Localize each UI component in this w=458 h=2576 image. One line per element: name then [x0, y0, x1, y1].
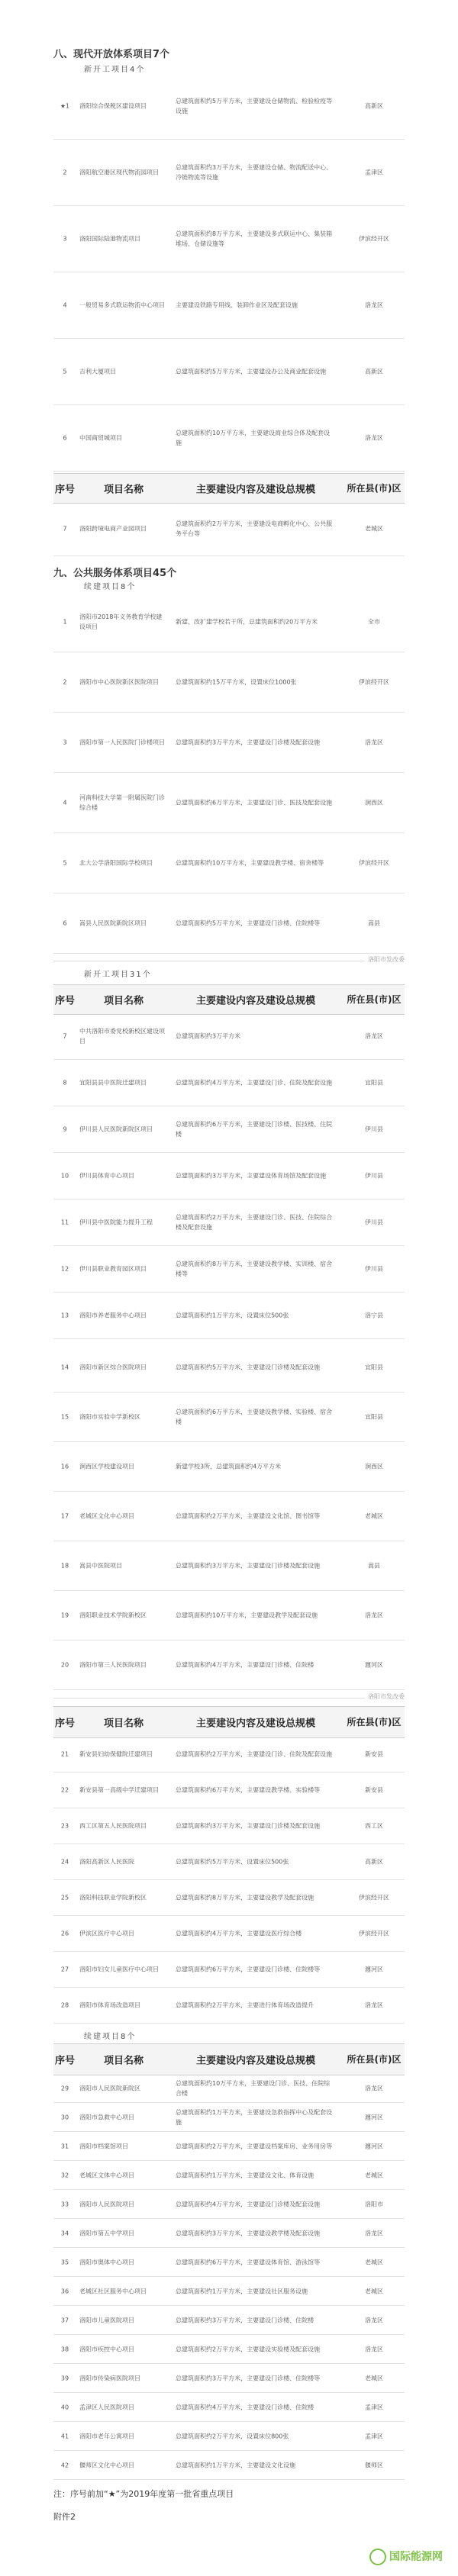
project-content: 总建筑面积约3万平方米，主要建设仓储、物流配送中心、冷链物流等设施 [176, 164, 333, 181]
row-number: 10 [60, 1172, 69, 1180]
project-content: 总建筑面积约6万平方米，主要建设门诊、医技及配套设施 [176, 799, 333, 807]
project-name: 伊滨区医疗中心项目 [79, 1930, 134, 1937]
project-name: 洛阳市儿童医院项目 [79, 2317, 134, 2323]
row-number: 18 [60, 1562, 69, 1570]
table-row [53, 1773, 405, 1808]
project-content: 总建筑面积约3万平方米，主要建设门诊楼、住院楼等 [176, 2375, 321, 2381]
project-region: 瀍河区 [365, 1966, 383, 1973]
project-name: 新安县第一高级中学迁建项目 [79, 1786, 159, 1794]
project-region: 孟津区 [365, 2433, 383, 2439]
project-region: 伊滨经开区 [359, 678, 389, 686]
row-number: 6 [63, 919, 67, 927]
project-region: 伊川县 [365, 1172, 383, 1180]
project-region: 老城区 [365, 2288, 383, 2294]
row-number: 9 [63, 1125, 67, 1133]
project-content: 总建筑面积约1万平方米，主要建设文化设施 [176, 2462, 296, 2468]
row-number: 21 [60, 1750, 69, 1758]
row-number: 20 [60, 1661, 69, 1669]
table-row [53, 1106, 405, 1153]
row-number: 3 [63, 739, 67, 746]
table-row [53, 206, 405, 272]
project-name: 伊川县体育中心项目 [79, 1172, 134, 1180]
table-row [53, 1013, 405, 1060]
project-region: 伊川县 [365, 1219, 383, 1226]
project-name: 洛阳市档案馆项目 [79, 2143, 128, 2149]
row-number: 38 [60, 2346, 69, 2352]
table-row [53, 1199, 405, 1246]
project-content: 总建筑面积约5万平方米，设置床位500张 [176, 1858, 289, 1866]
project-region: 孟津区 [365, 169, 383, 176]
project-name: 洛阳市老年公寓项目 [79, 2433, 134, 2439]
project-name: 洛阳综合保税区建设项目 [79, 102, 147, 110]
table-row [53, 894, 405, 954]
table-row [53, 773, 405, 833]
table-row [53, 1844, 405, 1880]
project-region: 西工区 [365, 1822, 383, 1830]
header-region: 所在县(市)区 [347, 2054, 402, 2065]
project-region: 老城区 [365, 1512, 383, 1520]
project-name: 中共洛阳市委党校新校区建设项目 [79, 1028, 165, 1045]
project-content: 总建筑面积约10万平方米，主要建设门诊、医技、住院综合楼 [176, 2079, 331, 2097]
table-row [53, 2335, 405, 2364]
project-content: 新建、改扩建学校若干所，总建筑面积约20万平方米 [176, 618, 318, 626]
project-name: 洛阳市急救中心项目 [79, 2114, 134, 2120]
project-name: 洛阳市疾控中心项目 [79, 2346, 134, 2352]
project-region: 涧西区 [365, 799, 383, 807]
header-region: 所在县(市)区 [347, 483, 402, 494]
project-name: 洛阳市新区综合医院项目 [79, 1364, 147, 1371]
project-region: 洛龙区 [365, 2085, 383, 2091]
table-body [53, 73, 405, 472]
project-name: 洛阳国际陆港物流项目 [79, 235, 140, 243]
project-region: 老城区 [365, 2375, 383, 2381]
table-row [53, 1916, 405, 1952]
project-content: 总建筑面积约8万平方米，主要建设多式联运中心、集装箱堆场、仓储设施等 [176, 230, 333, 247]
project-content: 总建筑面积约6万平方米，主要建设门诊楼、住院楼等 [176, 1966, 321, 1973]
project-region: 瀍河区 [365, 1661, 383, 1669]
project-region: 嵩县 [368, 919, 380, 927]
row-number: 19 [60, 1612, 69, 1619]
table-row [53, 1808, 405, 1844]
project-name: 老城区文体中心项目 [79, 2172, 134, 2178]
project-name: 孟津区人民医院项目 [79, 2404, 134, 2410]
header-region: 所在县(市)区 [347, 1717, 402, 1728]
table-row [53, 1060, 405, 1106]
project-region: 涧西区 [365, 1463, 383, 1470]
project-content: 主要建设铁路专用线、装卸作业区及配套设施 [176, 301, 298, 309]
project-region: 孟津区 [365, 2404, 383, 2410]
project-content: 总建筑面积约4万平方米，主要建设门诊楼、住院楼 [176, 2404, 314, 2410]
row-number: 37 [60, 2317, 69, 2323]
row-number: 33 [60, 2201, 69, 2207]
project-name: 洛阳市传染病医院项目 [79, 2375, 140, 2381]
table-body [53, 1737, 405, 2024]
project-name: 吉利大厦项目 [79, 368, 116, 375]
table-header [53, 2043, 405, 2075]
project-content: 总建筑面积约3万平方米，主要建设门诊楼及配套设施 [176, 739, 321, 746]
row-number: 35 [60, 2259, 69, 2265]
project-region: 伊滨经开区 [359, 235, 389, 243]
project-name: 洛阳科技职业学院新校区 [79, 1894, 147, 1901]
row-number: 16 [60, 1463, 69, 1470]
project-region: 洛龙区 [365, 739, 383, 746]
project-region: 老城区 [365, 525, 383, 533]
project-content: 总建筑面积约5万平方米，主要建设办公及商业配套设施 [176, 368, 327, 375]
project-content: 总建筑面积约3万平方米，主要建设体育场馆及配套设施 [176, 1172, 327, 1180]
project-name: 嵩县中医院项目 [79, 1562, 122, 1570]
table-row [53, 592, 405, 652]
subsection-title: 新开工项目31个 [84, 971, 152, 979]
table-row [53, 1952, 405, 1988]
project-name: 老城区文化中心项目 [79, 1512, 134, 1520]
project-name: 洛阳高新区人民医院 [79, 1858, 134, 1866]
attachment-label: 附件2 [53, 2512, 76, 2522]
project-content: 总建筑面积约4万平方米，主要建设医疗综合楼 [176, 1930, 302, 1937]
table-header [53, 1706, 405, 1738]
project-region: 老城区 [365, 2172, 383, 2178]
table-row [53, 1442, 405, 1492]
project-region: 新安县 [365, 1750, 383, 1758]
project-name: 洛阳市人民医院项目 [79, 2201, 134, 2207]
table-row [53, 2393, 405, 2422]
header-name: 项目名称 [103, 995, 144, 1007]
table-row [53, 2161, 405, 2190]
table-row [53, 652, 405, 713]
table-row [53, 1988, 405, 2024]
project-content: 总建筑面积约3万平方米，主要建设门诊楼及配套设施 [176, 1562, 321, 1570]
row-number: 8 [63, 1079, 67, 1087]
project-region: 宜阳县 [365, 1079, 383, 1087]
project-region: 洛龙区 [365, 301, 383, 309]
row-number: 1 [63, 618, 67, 626]
project-region: 伊滨经开区 [359, 1930, 389, 1937]
project-content: 总建筑面积约3万平方米，主要建设门诊楼及配套设施 [176, 1822, 321, 1830]
project-content: 总建筑面积约3万平方米 [176, 1032, 241, 1040]
project-region: 伊川县 [365, 1125, 383, 1133]
table-row [53, 73, 405, 140]
row-number: 15 [60, 1413, 69, 1421]
project-region: 洛阳市 [365, 2201, 383, 2207]
row-number: 2 [63, 169, 67, 176]
project-name: 一般贸易多式联运物流中心项目 [79, 301, 165, 309]
project-region: 洛龙区 [365, 2230, 383, 2236]
project-content: 总建筑面积约4万平方米，主要建设门诊楼、住院楼 [176, 1661, 314, 1669]
project-region: 洛龙区 [365, 2317, 383, 2323]
row-number: 26 [60, 1930, 69, 1937]
project-content: 总建筑面积约2万平方米，主要建设门诊、医技、住院综合楼及配套设施 [176, 1214, 333, 1231]
table-row [53, 2364, 405, 2393]
row-number: 22 [60, 1786, 69, 1794]
table-row [53, 2422, 405, 2451]
project-region: 伊滨经开区 [359, 1894, 389, 1901]
project-content: 总建筑面积约2万平方米，主要建设电商孵化中心、公共服务平台等 [176, 520, 333, 537]
header-no: 序号 [54, 1718, 75, 1730]
table-body [53, 1013, 405, 1339]
table-row [53, 2074, 405, 2103]
row-number: 34 [60, 2230, 69, 2236]
row-number: 40 [60, 2404, 69, 2410]
table-row [53, 1393, 405, 1442]
project-region: 瀍河区 [365, 2143, 383, 2149]
header-no: 序号 [54, 484, 75, 496]
project-content: 总建筑面积约2万平方米，主要建设实验楼及配套设施 [176, 2346, 321, 2352]
row-number: 17 [60, 1512, 69, 1520]
header-region: 所在县(市)区 [347, 994, 402, 1005]
project-region: 瀍河区 [365, 2114, 383, 2120]
project-name: 河南科技大学第一附属医院门诊综合楼 [79, 794, 165, 811]
project-content: 总建筑面积约15万平方米，设置床位1000张 [176, 678, 297, 686]
header-name: 项目名称 [103, 1718, 144, 1730]
row-number: 11 [60, 1219, 69, 1226]
table-row [53, 140, 405, 206]
row-number: 32 [60, 2172, 69, 2178]
table-row [53, 1880, 405, 1916]
project-name: 伊川县职业教育园区项目 [79, 1265, 147, 1273]
project-content: 总建筑面积约1万平方米，主要建设急救指挥中心及配套设施 [176, 2108, 333, 2126]
project-name: 中国商贸城项目 [79, 434, 122, 442]
project-name: 伊川县中医院能力提升工程 [79, 1219, 153, 1226]
project-name: 新安县妇幼保健院迁建项目 [79, 1750, 153, 1758]
table-row [53, 2277, 405, 2306]
project-name: 宜阳县县中医院迁建项目 [79, 1079, 147, 1087]
table-row [53, 1591, 405, 1641]
subsection-title: 续建项目8个 [84, 2033, 137, 2041]
row-number: 28 [60, 2001, 69, 2009]
project-name: 洛阳市2018年义务教育学校建设项目 [79, 613, 163, 630]
header-no: 序号 [54, 995, 75, 1007]
row-number: 23 [60, 1822, 69, 1830]
project-name: 洛阳市第三人民医院项目 [79, 1661, 147, 1669]
row-number: 31 [60, 2143, 69, 2149]
project-name: 洛阳市养老服务中心项目 [79, 1312, 147, 1319]
project-name: 伊川县人民医院新院区项目 [79, 1125, 153, 1133]
table-row [53, 713, 405, 773]
table-row [53, 1492, 405, 1541]
header-no: 序号 [54, 2055, 75, 2067]
row-number: 29 [60, 2085, 69, 2091]
project-name: 老城区社区服务中心项目 [79, 2288, 147, 2294]
row-number: 42 [60, 2462, 69, 2468]
project-content: 总建筑面积约10万平方米，主要建设教学及配套设施 [176, 1612, 318, 1619]
row-number: 27 [60, 1966, 69, 1973]
project-region: 洛龙区 [365, 434, 383, 442]
row-number: 4 [63, 301, 67, 309]
project-content: 总建筑面积约6万平方米，主要建设门诊楼、医技楼、住院楼 [176, 1121, 333, 1138]
divider-tag: 洛阳市发改委 [365, 955, 405, 964]
row-number: 25 [60, 1894, 69, 1901]
project-name: 洛阳市第五中学项目 [79, 2230, 134, 2236]
project-content: 总建筑面积约3万平方米，主要建设门诊楼、住院楼 [176, 2317, 314, 2323]
project-content: 总建筑面积约8万平方米，主要建设教学及配套设施 [176, 1894, 314, 1901]
table-row [53, 272, 405, 339]
table-row [53, 2306, 405, 2335]
row-number: 5 [63, 859, 67, 867]
watermark-logo-icon [369, 2549, 386, 2565]
table-row [53, 502, 405, 556]
header-content: 主要建设内容及建设总规模 [195, 995, 315, 1007]
row-number: 41 [60, 2433, 69, 2439]
project-content: 总建筑面积约2万平方米，主要进行体育场改造提升 [176, 2001, 314, 2009]
project-name: 北大公学洛阳国际学校项目 [79, 859, 153, 867]
project-content: 总建筑面积约2万平方米，设置床位800张 [176, 2433, 289, 2439]
project-content: 总建筑面积约2万平方米，主要建设文化馆、图书馆等 [176, 1512, 321, 1520]
header-content: 主要建设内容及建设总规模 [195, 484, 315, 496]
project-name: 西工区第五人民医院项目 [79, 1822, 147, 1830]
page-divider [53, 1692, 405, 1703]
header-name: 项目名称 [103, 2055, 144, 2067]
project-content: 总建筑面积约3万平方米，主要建设教学楼及配套设施 [176, 2230, 321, 2236]
row-number: 2 [63, 678, 67, 686]
table-row [53, 1343, 405, 1393]
project-name: 洛阳市实验中学新校区 [79, 1413, 140, 1421]
table-row [53, 1293, 405, 1339]
row-number: ★1 [60, 102, 70, 110]
row-number: 12 [60, 1265, 69, 1273]
project-name: 偃师区文化中心项目 [79, 2462, 134, 2468]
project-content: 总建筑面积约1万平方米，主要建设文化、体育设施 [176, 2172, 314, 2178]
row-number: 5 [63, 368, 67, 375]
project-content: 总建筑面积约1万平方米，设置床位500张 [176, 1312, 289, 1319]
table-body [53, 502, 405, 556]
project-name: 涧西区学校建设项目 [79, 1463, 134, 1470]
table-row [53, 405, 405, 472]
project-region: 嵩县 [368, 1562, 380, 1570]
project-name: 洛阳市第一人民医院门诊楼项目 [79, 739, 165, 746]
row-number: 6 [63, 434, 67, 442]
project-content: 总建筑面积约5万平方米，主要建设仓储物流、检验检疫等设施 [176, 98, 333, 114]
page-divider [53, 955, 405, 966]
project-region: 全市 [368, 618, 380, 626]
project-content: 总建筑面积约8万平方米，主要建设教学楼、实训楼、宿舍楼等 [176, 1261, 333, 1277]
project-content: 总建筑面积约1万平方米，主要建设社区服务设施 [176, 2288, 308, 2294]
project-region: 宜阳县 [365, 1364, 383, 1371]
table-row [53, 2248, 405, 2277]
project-name: 洛阳跨境电商产业园项目 [79, 525, 147, 533]
project-content: 总建筑面积约2万平方米，主要建设档案库房、业务用房等 [176, 2143, 333, 2149]
project-region: 新安县 [365, 1786, 383, 1794]
project-content: 总建筑面积约10万平方米，主要建设教学楼、宿舍楼等 [176, 859, 324, 867]
section-title: 九、公共服务体系项目45个 [53, 568, 177, 579]
project-content: 总建筑面积约4万平方米，主要建设门诊、住院及配套设施 [176, 1079, 333, 1087]
row-number: 24 [60, 1858, 69, 1866]
table-body [53, 2074, 405, 2480]
project-content: 总建筑面积约4万平方米，主要建设门诊楼及配套设施 [176, 2201, 321, 2207]
project-name: 洛阳市妇女儿童医疗中心项目 [79, 1966, 159, 1973]
section-title: 八、现代开放体系项目7个 [53, 49, 170, 60]
footnote: 注：序号前加“★”为2019年度第一批省重点项目 [53, 2489, 234, 2499]
project-region: 洛龙区 [365, 2346, 383, 2352]
subsection-title: 续建项目8个 [84, 583, 137, 591]
table-row [53, 2103, 405, 2132]
project-region: 高新区 [365, 1858, 383, 1866]
project-region: 洛宁县 [365, 1312, 383, 1319]
project-name: 洛阳市体育场改造项目 [79, 2001, 140, 2009]
table-body [53, 1343, 405, 1690]
project-content: 总建筑面积约6万平方米，主要建设体育馆、游泳馆等 [176, 2259, 321, 2265]
table-row [53, 1246, 405, 1293]
project-content: 总建筑面积约2万平方米，主要建设门诊、住院及配套设施 [176, 1750, 333, 1758]
project-region: 高新区 [365, 368, 383, 375]
project-region: 洛龙区 [365, 1612, 383, 1619]
project-name: 嵩县人民医院新院区项目 [79, 919, 147, 927]
project-region: 伊滨经开区 [359, 859, 389, 867]
row-number: 3 [63, 235, 67, 243]
table-row [53, 833, 405, 894]
project-content: 总建筑面积约5万平方米，主要建设门诊楼及配套设施 [176, 1364, 321, 1371]
row-number: 4 [63, 799, 67, 807]
row-number: 7 [63, 525, 67, 533]
row-number: 39 [60, 2375, 69, 2381]
table-row [53, 1737, 405, 1773]
table-row [53, 1641, 405, 1690]
watermark-text: 国际能源网 [389, 2551, 443, 2563]
subsection-title: 新开工项目4个 [84, 66, 146, 74]
row-number: 30 [60, 2114, 69, 2120]
project-content: 新建学校3所，总建筑面积约4万平方米 [176, 1463, 282, 1470]
table-body [53, 592, 405, 954]
table-row [53, 2451, 405, 2480]
divider-tag: 洛阳市发改委 [365, 1692, 405, 1701]
table-header [53, 984, 405, 1015]
header-content: 主要建设内容及建设总规模 [195, 1718, 315, 1730]
row-number: 7 [63, 1032, 67, 1040]
project-region: 高新区 [365, 102, 383, 110]
project-name: 洛阳航空港区现代物流园项目 [79, 169, 159, 176]
project-name: 洛阳市人民医院新院区 [79, 2085, 140, 2091]
table-row [53, 2132, 405, 2161]
project-content: 总建筑面积约6万平方米，主要建设教学楼、实验楼、宿舍楼 [176, 1409, 333, 1425]
project-region: 洛龙区 [365, 1032, 383, 1040]
table-row [53, 2219, 405, 2248]
project-content: 总建筑面积约6万平方米，主要建设教学楼、实验楼等 [176, 1786, 321, 1794]
table-row [53, 1541, 405, 1591]
project-name: 洛阳市中心医院新区医院项目 [79, 678, 159, 686]
row-number: 14 [60, 1364, 69, 1371]
project-region: 洛龙区 [365, 2001, 383, 2009]
header-name: 项目名称 [103, 484, 144, 496]
header-content: 主要建设内容及建设总规模 [195, 2055, 315, 2067]
row-number: 36 [60, 2288, 69, 2294]
watermark [369, 2549, 443, 2565]
project-name: 洛阳职业技术学院新校区 [79, 1612, 147, 1619]
project-region: 老城区 [365, 2259, 383, 2265]
row-number: 13 [60, 1312, 69, 1319]
project-region: 偃师区 [365, 2462, 383, 2468]
table-header [53, 473, 405, 504]
project-content: 总建筑面积约5万平方米，主要建设门诊楼、住院楼等 [176, 919, 321, 927]
project-name: 洛阳市奥体中心项目 [79, 2259, 134, 2265]
project-region: 伊川县 [365, 1265, 383, 1273]
table-row [53, 339, 405, 405]
project-content: 总建筑面积约10万平方米，主要建设商业综合体及配套设施 [176, 430, 331, 446]
table-row [53, 1153, 405, 1199]
table-row [53, 2190, 405, 2219]
project-region: 宜阳县 [365, 1413, 383, 1421]
